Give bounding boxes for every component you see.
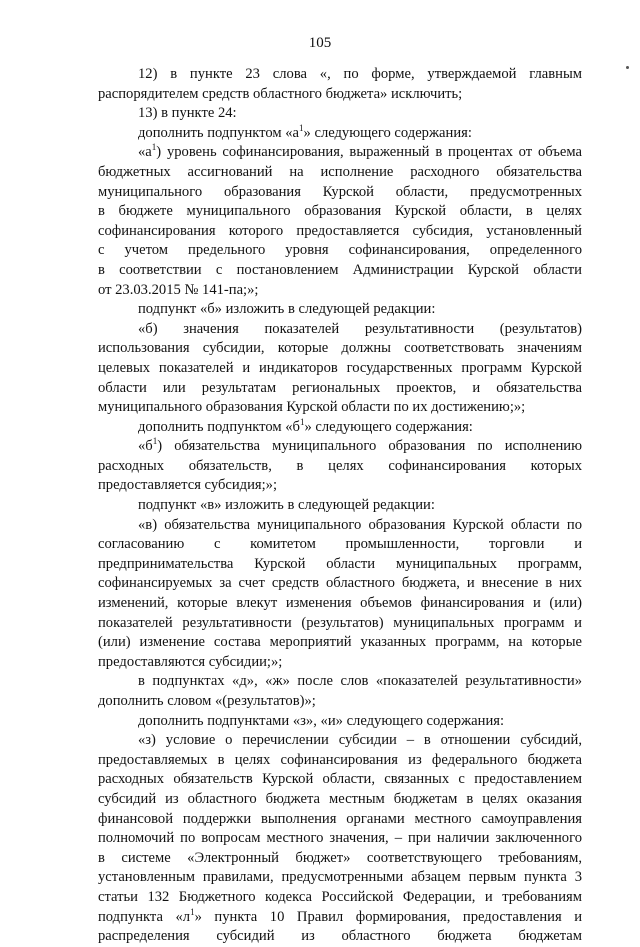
- text-line: муниципального образования Курской области по их достижению;»;: [98, 399, 526, 416]
- text-line: в системе «Электронный бюджет» соответствующего требованиям,: [98, 849, 582, 866]
- text-line: распорядителем средств областного бюджета» исключить;: [98, 85, 463, 102]
- text-line: дополнить подпунктом «$б^1$» следующего содержания:: [138, 416, 473, 435]
- text-line: предоставляется субсидия;»;: [98, 477, 278, 494]
- text-line: распределения субсидий из областного бюджета бюджетам: [98, 928, 582, 945]
- text-line: 13) в пункте 24:: [138, 105, 237, 122]
- text-line: подпункт «в» изложить в следующей редакции:: [138, 497, 435, 514]
- text-line: подпункт «б» изложить в следующей редакции:: [138, 301, 436, 318]
- text-line: муниципального образования Курской области, предусмотренных: [98, 183, 582, 200]
- text-line: «$б^1$) обязательства муниципального образования по исполнению: [138, 436, 582, 455]
- page-number: 105: [308, 35, 332, 51]
- text-line: подпункта «$л^1$» пункта 10 Правил формирования, предоставления и: [98, 906, 583, 925]
- text-line: дополнить подпунктами «з», «и» следующего содержания:: [138, 712, 505, 729]
- text-line: от 23.03.2015 № 141-па;»;: [98, 281, 259, 298]
- text-line: в бюджете муниципального образования Курской области, в целях: [98, 203, 582, 220]
- text-line: изменений, которые влекут изменения объемов финансирования и (или): [98, 595, 582, 612]
- text-line: 12) в пункте 23 слова «, по форме, утверждаемой главным: [138, 66, 582, 82]
- text-line: статьи 132 Бюджетного кодекса Российской Федерации, и требованиям: [98, 888, 582, 905]
- text-line: области или результатам региональных проектов, и обязательства: [98, 379, 582, 396]
- text-line: показателей результативности (результатов) муниципальных программ и: [98, 614, 582, 631]
- text-line: целевых показателей и индикаторов государственных программ Курской: [98, 359, 582, 376]
- text-line: предпринимательства Курской области муниципальных программ,: [98, 555, 582, 572]
- text-line: в соответствии с постановлением Администрации Курской области: [98, 261, 582, 278]
- text-line: дополнить словом «(результатов)»;: [98, 693, 316, 709]
- text-line: «з) условие о перечислении субсидии – в отношении субсидий,: [138, 732, 582, 749]
- text-line: в подпунктах «д», «ж» после слов «показателей результативности»: [138, 673, 582, 690]
- text-line: предоставляются субсидии;»;: [98, 653, 283, 670]
- text-line: полномочий по вопросам местного значения, – при наличии заключенного: [98, 830, 582, 847]
- text-line: расходных обязательств Курской области, связанных с предоставлением: [98, 771, 582, 788]
- text-line: бюджетных ассигнований на исполнение расходного обязательства: [98, 163, 582, 180]
- text-line: установленным правилами, предусмотренными абзацем первым пункта 3: [98, 869, 582, 886]
- text-line: субсидий из областного бюджета местным бюджетам в целях оказания: [98, 790, 582, 807]
- document-body: [98, 65, 582, 947]
- text-line: согласованию с комитетом промышленности, торговли и: [98, 536, 582, 553]
- text-line: «б) значения показателей результативности (результатов): [138, 320, 582, 337]
- text-line: «$а^1$) уровень софинансирования, выраженный в процентах от объема: [138, 142, 582, 161]
- text-line: финансовой поддержки выполнения органами местного самоуправления: [98, 810, 582, 827]
- text-line: софинансирования которого предоставляется субсидия, установленный: [98, 222, 582, 239]
- text-line: использования субсидии, которые должны соответствовать значениям: [98, 340, 582, 357]
- text-line: софинансируемых за счет средств областного бюджета, и внесение в них: [98, 575, 582, 592]
- text-line: (или) изменение состава мероприятий указанных программ, на которые: [98, 634, 582, 651]
- text-line: предоставляемых в целях софинансирования из федерального бюджета: [98, 751, 582, 768]
- scan-speck: [626, 66, 629, 69]
- text-line: «в) обязательства муниципального образования Курской области по: [138, 516, 582, 533]
- text-line: дополнить подпунктом «$а^1$» следующего содержания:: [138, 122, 472, 141]
- text-line: расходных обязательств, в целях софинансирования которых: [98, 457, 582, 474]
- text-line: с учетом предельного уровня софинансирования, определенного: [98, 242, 582, 259]
